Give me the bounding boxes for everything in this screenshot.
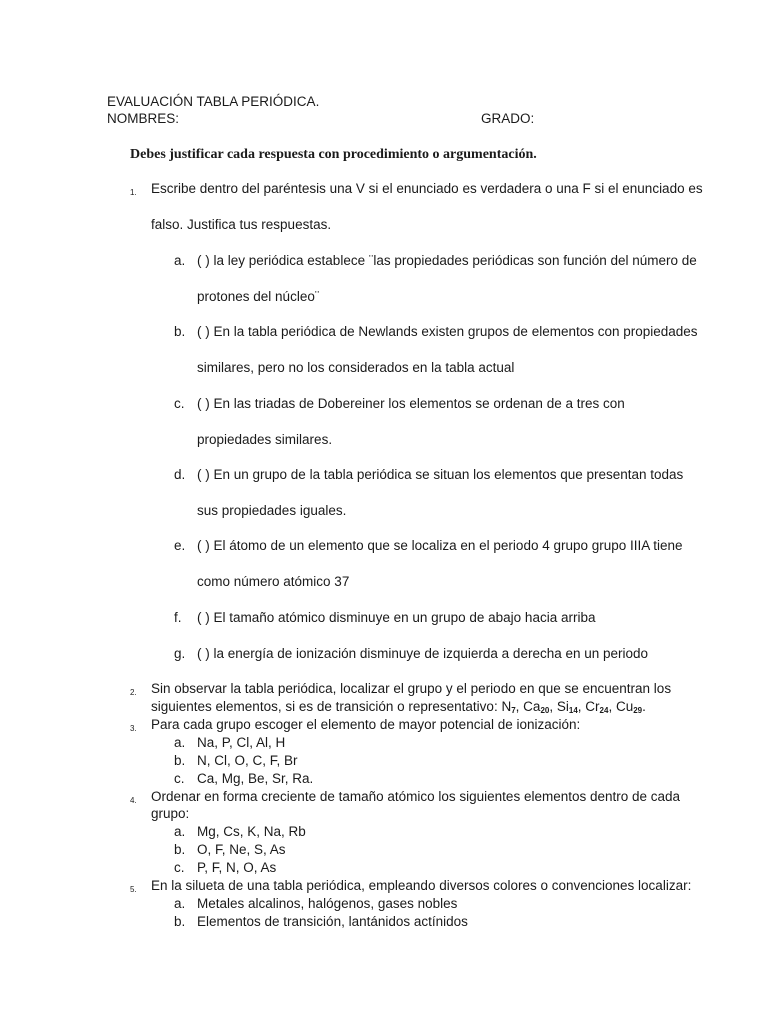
q3-item-c-text: Ca, Mg, Be, Sr, Ra. [197,771,314,786]
q3-item-c-label: c. [174,771,185,786]
q1-item-g-line1: ( ) la energía de ionización disminuye de izquierda a derecha en un periodo [197,646,649,661]
q4-item-b-label: b. [174,842,186,857]
element-si: $Si_{14}$, [556,699,586,715]
q4-item-a-text: Mg, Cs, K, Na, Rb [197,824,306,839]
q1-item-f-label: f. [174,610,182,625]
q5-item-a-label: a. [174,896,186,911]
q1-item-a-label: a. [174,253,186,268]
q5-item-b-text: Elementos de transición, lantánidos actínidos [197,914,468,929]
q2-text-line2-prefix: siguientes elementos, si es de transición o representativo: [151,699,502,714]
instruction-text: Debes justificar cada respuesta con procedimiento o argumentación. [130,147,537,162]
q5-text-line1: En la silueta de una tabla periódica, empleando diversos colores o convenciones localizar: [151,878,692,893]
q5-item-b-label: b. [174,914,186,929]
q4-item-b-text: O, F, Ne, S, As [197,842,286,857]
q3-text-line1: Para cada grupo escoger el elemento de mayor potencial de ionización: [151,717,581,732]
q1-item-b-label: b. [174,324,186,339]
q3-item-b-text: N, Cl, O, C, F, Br [197,753,298,768]
q1-item-d-line2: sus propiedades iguales. [197,503,347,518]
q3-item-a-label: a. [174,735,186,750]
q4-number: 4. [130,796,137,805]
q4-text-line2: grupo: [151,806,190,821]
q1-item-a-line2: protones del núcleo¨ [197,289,320,304]
q1-item-d-label: d. [174,467,186,482]
q1-item-a-line1: ( ) la ley periódica establece ¨las propiedades periódicas son función del número de [197,253,697,268]
q1-text-line1: Escribe dentro del paréntesis una V si el enunciado es verdadera o una F si el enunciado es [151,181,703,196]
q1-item-e-line1: ( ) El átomo de un elemento que se localiza en el periodo 4 grupo grupo IIIA tiene [197,538,683,553]
element-cu: $Cu_{29}$. [615,699,646,715]
element-cr: $Cr_{24}$, [585,699,616,715]
q3-number: 3. [130,724,137,733]
q1-text-line2: falso. Justifica tus respuestas. [151,217,332,232]
q4-item-c-label: c. [174,860,185,875]
q5-number: 5. [130,885,137,894]
q1-item-c-label: c. [174,396,185,411]
q1-item-c-line1: ( ) En las triadas de Dobereiner los elementos se ordenan de a tres con [197,396,625,411]
q4-item-a-label: a. [174,824,186,839]
q5-item-a-text: Metales alcalinos, halógenos, gases nobles [197,896,458,911]
element-n: $N_7$, [501,699,524,715]
q4-text-line1: Ordenar en forma creciente de tamaño atómico los siguientes elementos dentro de cada [151,789,681,804]
q1-item-g-label: g. [174,646,186,661]
q1-item-d-line1: ( ) En un grupo de la tabla periódica se situan los elementos que presentan todas [197,467,684,482]
q3-item-a-text: Na, P, Cl, Al, H [197,735,286,750]
q1-item-f-line1: ( ) El tamaño atómico disminuye en un grupo de abajo hacia arriba [197,610,596,625]
q3-item-b-label: b. [174,753,186,768]
element-ca: $Ca_{20}$, [523,699,557,715]
q2-text-line1: Sin observar la tabla periódica, localizar el grupo y el periodo en que se encuentran los [151,681,672,696]
q4-item-c-text: P, F, N, O, As [197,860,277,875]
grado-label: GRADO: [481,111,535,126]
q1-item-b-line1: ( ) En la tabla periódica de Newlands existen grupos de elementos con propiedades [197,324,698,339]
q1-item-c-line2: propiedades similares. [197,432,333,447]
q1-number: 1. [130,188,137,197]
nombres-label: NOMBRES: [107,111,180,126]
q1-item-e-label: e. [174,538,186,553]
q1-item-e-line2: como número atómico 37 [197,574,350,589]
q1-item-b-line2: similares, pero no los considerados en la tabla actual [197,360,515,375]
document-title: EVALUACIÓN TABLA PERIÓDICA. [107,94,320,109]
q2-number: 2. [130,688,137,697]
